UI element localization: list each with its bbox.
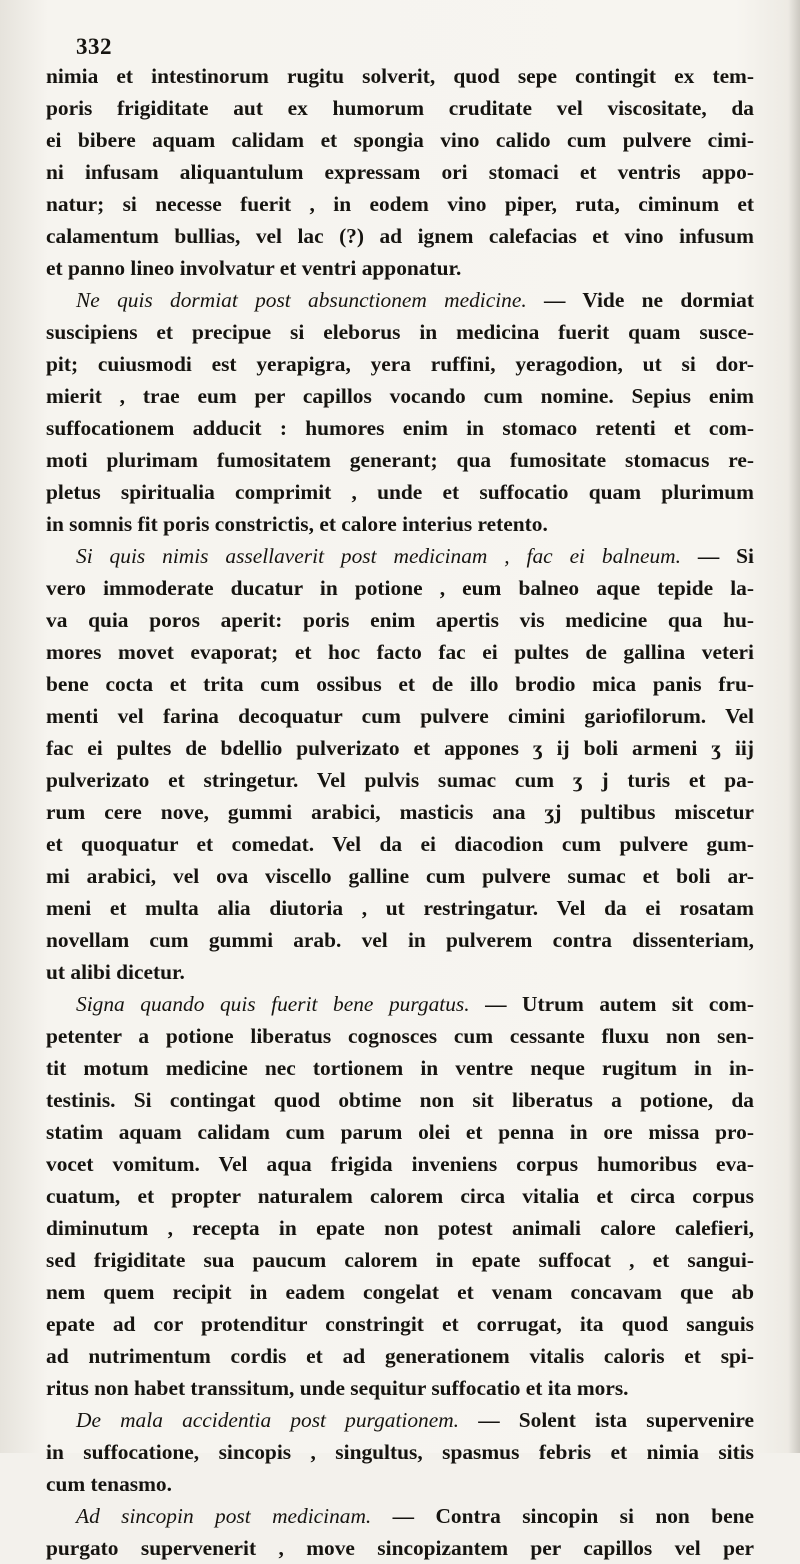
text-line bbox=[46, 1084, 754, 1116]
text-line bbox=[46, 1340, 754, 1372]
text-span: — Utrum autem sit com- bbox=[485, 992, 754, 1016]
text-line bbox=[46, 1436, 754, 1468]
text-span: epate ad cor protenditur constringit et corrugat, ita quod sanguis bbox=[46, 1312, 754, 1336]
text-span: et panno lineo involvatur et ventri apponatur. bbox=[46, 256, 462, 280]
text-span: petenter a potione liberatus cognosces cum cessante fluxu non sen- bbox=[46, 1024, 754, 1048]
text-span: moti plurimam fumositatem generant; qua fumositate stomacus re- bbox=[46, 448, 754, 472]
text-span: — Solent ista supervenire bbox=[478, 1408, 754, 1432]
text-line bbox=[46, 1404, 754, 1436]
text-span: in suffocatione, sincopis , singultus, spasmus febris et nimia sitis bbox=[46, 1440, 754, 1464]
text-line bbox=[46, 284, 754, 316]
text-line bbox=[46, 1052, 754, 1084]
text-line bbox=[46, 540, 754, 572]
text-span: calamentum bullias, vel lac (?) ad ignem calefacias et vino infusum bbox=[46, 224, 754, 248]
text-span: cuatum, et propter naturalem calorem circa vitalia et circa corpus bbox=[46, 1184, 754, 1208]
text-span: nimia et intestinorum rugitu solverit, quod sepe contingit ex tem- bbox=[46, 64, 754, 88]
text-line bbox=[46, 796, 754, 828]
text-span: natur; si necesse fuerit , in eodem vino piper, ruta, ciminum et bbox=[46, 192, 754, 216]
text-span: pulverizato et stringetur. Vel pulvis sumac cum ʒ j turis et pa- bbox=[46, 768, 754, 792]
text-line bbox=[46, 348, 754, 380]
section-heading: Si quis nimis assellaverit post medicinam , fac ei balneum. bbox=[76, 544, 681, 568]
page-gutter-shadow bbox=[788, 0, 800, 1453]
text-line bbox=[46, 380, 754, 412]
text-span: meni et multa alia diutoria , ut restringatur. Vel da ei rosatam bbox=[46, 896, 754, 920]
text-line bbox=[46, 636, 754, 668]
text-span: mi arabici, vel ova viscello galline cum pulvere sumac et boli ar- bbox=[46, 864, 754, 888]
text-line bbox=[46, 956, 754, 988]
text-line bbox=[46, 508, 754, 540]
text-span: in somnis fit poris constrictis, et calore interius retento. bbox=[46, 512, 548, 536]
text-line bbox=[46, 732, 754, 764]
text-span: ni infusam aliquantulum expressam ori stomaci et ventris appo- bbox=[46, 160, 754, 184]
text-line bbox=[46, 604, 754, 636]
text-span: — Contra sincopin si non bene bbox=[392, 1504, 754, 1528]
text-line bbox=[46, 1468, 754, 1500]
text-span: poris frigiditate aut ex humorum cruditate vel viscositate, da bbox=[46, 96, 754, 120]
text-span: vero immoderate ducatur in potione , eum balneo aque tepide la- bbox=[46, 576, 754, 600]
text-line bbox=[46, 444, 754, 476]
section-heading: Signa quando quis fuerit bene purgatus. bbox=[76, 992, 470, 1016]
text-span: testinis. Si contingat quod obtime non sit liberatus a potione, da bbox=[46, 1088, 754, 1112]
text-line bbox=[46, 92, 754, 124]
text-line bbox=[46, 124, 754, 156]
text-span: pit; cuiusmodi est yerapigra, yera ruffini, yeragodion, ut si dor- bbox=[46, 352, 754, 376]
section-heading: Ad sincopin post medicinam. bbox=[76, 1504, 372, 1528]
text-span: cum tenasmo. bbox=[46, 1472, 172, 1496]
text-line bbox=[46, 764, 754, 796]
text-line bbox=[46, 1020, 754, 1052]
text-line bbox=[46, 1180, 754, 1212]
text-line bbox=[46, 924, 754, 956]
text-line bbox=[46, 1116, 754, 1148]
text-line bbox=[46, 316, 754, 348]
text-span: nem quem recipit in eadem congelat et venam concavam que ab bbox=[46, 1280, 754, 1304]
text-line bbox=[46, 700, 754, 732]
text-line bbox=[46, 188, 754, 220]
text-line bbox=[46, 252, 754, 284]
text-span: vocet vomitum. Vel aqua frigida inveniens corpus humoribus eva- bbox=[46, 1152, 754, 1176]
page-body-text bbox=[46, 60, 754, 1564]
text-span: menti vel farina decoquatur cum pulvere cimini gariofilorum. Vel bbox=[46, 704, 754, 728]
text-span: — Si bbox=[697, 544, 755, 568]
text-span: va quia poros aperit: poris enim apertis vis medicine qua hu- bbox=[46, 608, 754, 632]
page-number: 332 bbox=[76, 34, 112, 59]
text-line bbox=[46, 1148, 754, 1180]
text-line bbox=[46, 668, 754, 700]
text-line bbox=[46, 1244, 754, 1276]
section-heading: Ne quis dormiat post absunctionem medicine. bbox=[76, 288, 527, 312]
text-line bbox=[46, 1500, 754, 1532]
text-span: novellam cum gummi arab. vel in pulverem contra dissenteriam, bbox=[46, 928, 754, 952]
text-span: ad nutrimentum cordis et ad generationem vitalis caloris et spi- bbox=[46, 1344, 754, 1368]
text-line bbox=[46, 156, 754, 188]
text-span: ei bibere aquam calidam et spongia vino calido cum pulvere cimi- bbox=[46, 128, 754, 152]
text-line bbox=[46, 220, 754, 252]
text-line bbox=[46, 828, 754, 860]
text-line bbox=[46, 476, 754, 508]
text-span: fac ei pultes de bdellio pulverizato et appones ʒ ij boli armeni ʒ iij bbox=[46, 736, 754, 760]
text-span: sed frigiditate sua paucum calorem in epate suffocat , et sangui- bbox=[46, 1248, 754, 1272]
text-span: et quoquatur et comedat. Vel da ei diacodion cum pulvere gum- bbox=[46, 832, 754, 856]
text-span: pletus spiritualia comprimit , unde et suffocatio quam plurimum bbox=[46, 480, 754, 504]
text-line bbox=[46, 412, 754, 444]
text-span: bene cocta et trita cum ossibus et de illo brodio mica panis fru- bbox=[46, 672, 754, 696]
text-span: suscipiens et precipue si eleborus in medicina fuerit quam susce- bbox=[46, 320, 754, 344]
text-line bbox=[46, 988, 754, 1020]
text-span: tit motum medicine nec tortionem in ventre neque rugitum in in- bbox=[46, 1056, 754, 1080]
text-line bbox=[46, 860, 754, 892]
text-span: ritus non habet transsitum, unde sequitur suffocatio et ita mors. bbox=[46, 1376, 629, 1400]
text-line bbox=[46, 60, 754, 92]
section-heading: De mala accidentia post purgationem. bbox=[76, 1408, 460, 1432]
text-line bbox=[46, 572, 754, 604]
text-span: mores movet evaporat; et hoc facto fac ei pultes de gallina veteri bbox=[46, 640, 754, 664]
text-span: mierit , trae eum per capillos vocando cum nomine. Sepius enim bbox=[46, 384, 754, 408]
text-span: rum cere nove, gummi arabici, masticis ana ʒj pultibus miscetur bbox=[46, 800, 754, 824]
text-line bbox=[46, 1308, 754, 1340]
text-span: statim aquam calidam cum parum olei et penna in ore missa pro- bbox=[46, 1120, 754, 1144]
text-span: suffocationem adducit : humores enim in stomaco retenti et com- bbox=[46, 416, 754, 440]
text-line bbox=[46, 1276, 754, 1308]
text-line bbox=[46, 1532, 754, 1564]
text-line bbox=[46, 892, 754, 924]
text-line bbox=[46, 1212, 754, 1244]
text-line bbox=[46, 1372, 754, 1404]
text-span: purgato supervenerit , move sincopizantem per capillos vel per bbox=[46, 1536, 754, 1560]
text-span: — Vide ne dormiat bbox=[544, 288, 754, 312]
text-span: diminutum , recepta in epate non potest animali calore calefieri, bbox=[46, 1216, 754, 1240]
text-span: ut alibi dicetur. bbox=[46, 960, 185, 984]
